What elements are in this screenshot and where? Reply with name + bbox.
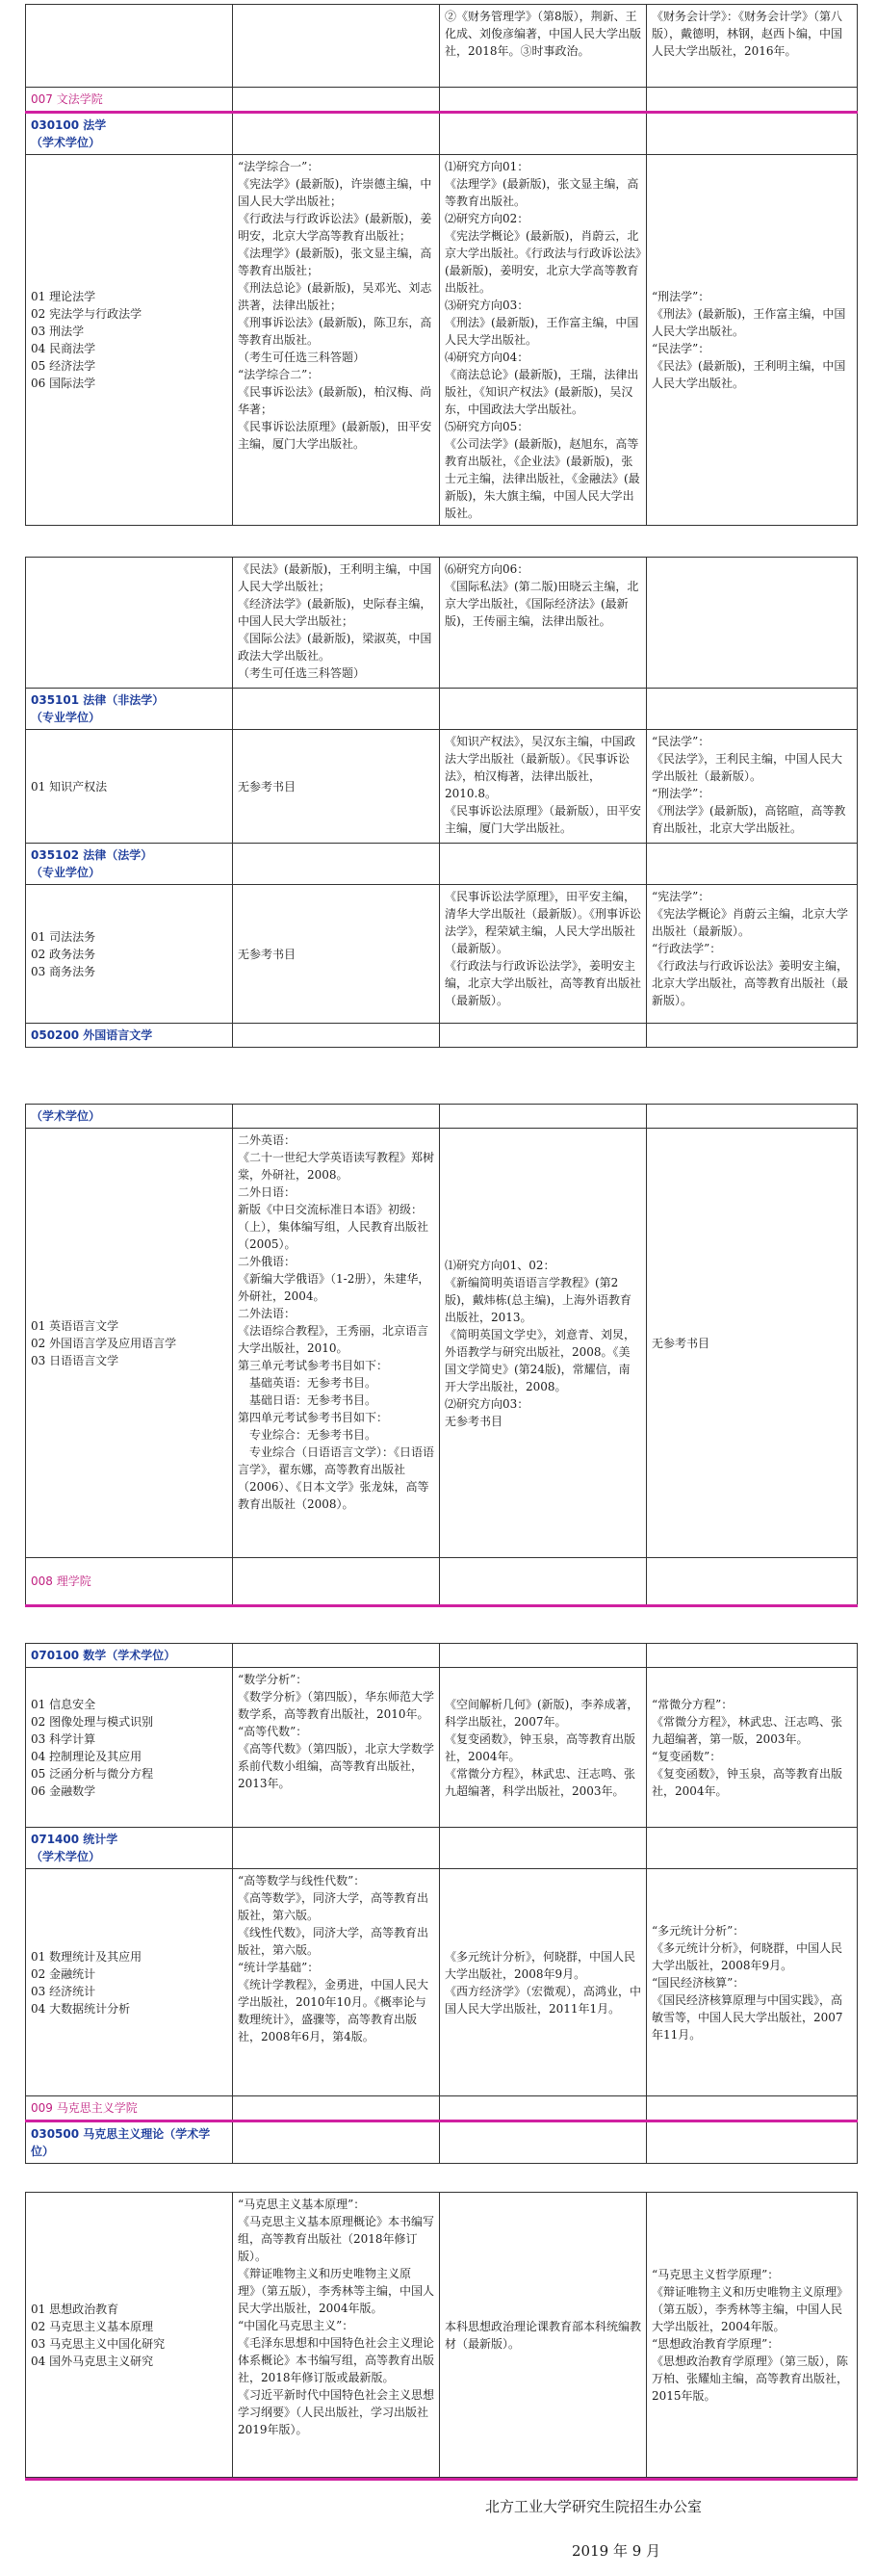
exam-books-cell: 《民法》(最新版)，王利明主编，中国人民大学出版社； 《经济法学》(最新版)，史际春主编，中国人民大学出版社； 《国际公法》(最新版)，梁淑英，中国政法大学出版社。 （考生可任选三科答题） [233,558,440,689]
directions-cell: 01 司法法务 02 政务法务 03 商务法务 [26,885,233,1024]
major-name: （学术学位） [26,1105,233,1129]
table-row [26,730,858,844]
major-row [26,2121,858,2164]
exam-books-cell: “高等数学与线性代数”： 《高等数学》，同济大学，高等教育出版社，第六版。 《线性代数》，同济大学，高等教育出版社，第六版。 “统计学基础”： 《统计学教程》，金勇进，中国人民大学出版社，2010年10月。《概率论与数理统计》，盛骤等，高等教育出版社，2008年6月，第4版。 [233,1869,440,2096]
major-name: 071400 统计学 （学术学位） [26,1828,233,1869]
catalog-table-1 [25,4,858,526]
major-name: 070100 数学（学术学位） [26,1644,233,1668]
directions-cell: 01 数理统计及其应用 02 金融统计 03 经济统计 04 大数据统计分析 [26,1869,233,2096]
issuing-office: 北方工业大学研究生院招生办公室 [485,2498,703,2515]
exam-books-cell: “法学综合一”： 《宪法学》(最新版)，许崇德主编，中国人民大学出版社； 《行政法与行政诉讼法》(最新版)，姜明安，北京大学高等教育出版社； 《法理学》(最新版)，张文显主编，高等教育出版社； 《刑法总论》(最新版)，吴邓光、刘志洪著，法律出版社； 《刑事诉讼法》(最新版)，陈卫东，高等教育出版社。 （考生可任选三科答题） “法学综合二”： 《民事诉讼法》(最新版)，柏汉梅、尚华著； 《民事诉讼法原理》(最新版)，田平安主编，厦门大学出版社。 [233,155,440,526]
catalog-table-2 [25,557,858,1048]
equal-books-cell: “宪法学”： 《宪法学概论》肖蔚云主编，北京大学出版社（最新版）。 “行政法学”： 《行政法与行政诉讼法》姜明安主编，北京大学出版社，高等教育出版社（最新版）。 [647,885,858,1024]
retest-books-cell: 《民事诉讼法学原理》，田平安主编，清华大学出版社（最新版）。《刑事诉讼法学》，程荣斌主编，人民大学出版社（最新版）。 《行政法与行政诉讼法学》，姜明安主编，北京大学出版社，高等教育出版社（最新版）。 [440,885,647,1024]
table-row [26,1668,858,1828]
cell [233,5,440,88]
table-row [26,1869,858,2096]
major-row [26,689,858,730]
issue-date: 2019 年 9 月 [572,2542,661,2560]
major-name: 035102 法律（法学） （专业学位） [26,844,233,885]
exam-books-cell: 二外英语： 《二十一世纪大学英语读写教程》郑树棠，外研社，2008。 二外日语： 新版《中日交流标准日本语》初级：（上），集体编写组，人民教育出版社（2005）。 二外俄语： 《新编大学俄语》（1-2册），朱建华，外研社，2004。 二外法语： 《法语综合教程》，王秀丽，北京语言大学出版社，2010。 第三单元考试参考书目如下： 基础英语：无参考书目。 基础日语：无参考书目。 第四单元考试参考书目如下： 专业综合：无参考书目。 专业综合（日语语言文学）：《日语语言学》，翟东娜，高等教育出版社（2006）、《日本文学》张龙妹，高等教育出版社（2008）。 [233,1129,440,1558]
table-row [26,5,858,88]
equal-books-cell: “民法学”： 《民法学》，王利民主编，中国人民大学出版社（最新版）。 “刑法学”： 《刑法学》(最新版)，高铭暄，高等教育出版社，北京大学出版社。 [647,730,858,844]
college-name: 009 马克思主义学院 [26,2096,233,2121]
major-name: 030500 马克思主义理论（学术学位） [26,2121,233,2164]
college-name: 007 文法学院 [26,88,233,113]
major-name: 035101 法律（非法学） （专业学位） [26,689,233,730]
equal-books-cell: 《财务会计学》：《财务会计学》（第八版），戴德明，林钢，赵西卜编，中国人民大学出版社，2016年。 [647,5,858,88]
exam-books-cell: “马克思主义基本原理”： 《马克思主义基本原理概论》本书编写组，高等教育出版社（2018年修订版）。 《辩证唯物主义和历史唯物主义原理》（第五版），李秀林等主编，中国人民大学出版社，2004年版。 “中国化马克思主义”： 《毛泽东思想和中国特色社会主义理论体系概论》本书编写组，高等教育出版社，2018年修订版或最新版。 《习近平新时代中国特色社会主义思想学习纲要》（人民出版社，学习出版社2019年版）。 [233,2193,440,2478]
catalog-table-3 [25,1104,858,1607]
catalog-table-5 [25,2192,858,2481]
table-row [26,155,858,526]
table-row [26,2193,858,2478]
major-row [26,1644,858,1668]
closing-rule-row [26,2478,858,2480]
exam-books-cell: 无参考书目 [233,730,440,844]
directions-cell: 01 思想政治教育 02 马克思主义基本原理 03 马克思主义中国化研究 04 国外马克思主义研究 [26,2193,233,2478]
equal-books-cell: “多元统计分析”： 《多元统计分析》，何晓群，中国人民大学出版社，2008年9月。 “国民经济核算”： 《国民经济核算原理与中国实践》，高敏雪等，中国人民大学出版社，2007年11月。 [647,1869,858,2096]
exam-books-cell: “数学分析”： 《数学分析》（第四版），华东师范大学数学系，高等教育出版社，2010年。 “高等代数”： 《高等代数》（第四版），北京大学数学系前代数小组编，高等教育出版社，2013年。 [233,1668,440,1828]
major-row [26,1024,858,1048]
major-row [26,1105,858,1129]
equal-books-cell: “刑法学”： 《刑法》(最新版)，王作富主编，中国人民大学出版社。 “民法学”： 《民法》(最新版)，王利明主编，中国人民大学出版社。 [647,155,858,526]
exam-books-cell: 无参考书目 [233,885,440,1024]
college-row [26,2096,858,2121]
directions-cell: 01 理论法学 02 宪法学与行政法学 03 刑法学 04 民商法学 05 经济法学 06 国际法学 [26,155,233,526]
major-row [26,1828,858,1869]
table-row [26,558,858,689]
college-name: 008 理学院 [26,1558,233,1606]
table-row [26,1129,858,1558]
college-row [26,88,858,113]
directions-cell: 01 信息安全 02 图像处理与模式识别 03 科学计算 04 控制理论及其应用 05 泛函分析与微分方程 06 金融数学 [26,1668,233,1828]
retest-books-cell: ②《财务管理学》（第8版），荆新、王化成、刘俊彦编著，中国人民大学出版社，2018年。③时事政治。 [440,5,647,88]
major-name: 050200 外国语言文学 [26,1024,233,1048]
directions-cell: 01 知识产权法 [26,730,233,844]
major-name: 030100 法学 （学术学位） [26,113,233,155]
retest-books-cell: 《多元统计分析》，何晓群，中国人民大学出版社，2008年9月。 《西方经济学》（宏微观），高鸿业，中国人民大学出版社，2011年1月。 [440,1869,647,2096]
major-row [26,113,858,155]
cell [26,5,233,88]
retest-books-cell: ⑴研究方向01： 《法理学》(最新版)，张文显主编，高等教育出版社。 ⑵研究方向02： 《宪法学概论》(最新版)，肖蔚云，北京大学出版社。《行政法与行政诉讼法》(最新版)，姜明安，北京大学高等教育出版社。 ⑶研究方向03： 《刑法》(最新版)，王作富主编，中国人民大学出版社。 ⑷研究方向04： 《商法总论》(最新版)，王瑞，法律出版社，《知识产权法》(最新版)，吴汉东，中国政法大学出版社。 ⑸研究方向05： 《公司法学》(最新版)，赵旭东，高等教育出版社，《企业法》(最新版)，张士元主编，法律出版社，《金融法》(最新版)，朱大旗主编，中国人民大学出版社。 [440,155,647,526]
retest-books-cell: ⑹研究方向06： 《国际私法》(第二版)田晓云主编，北京大学出版社，《国际经济法》(最新版)，王传丽主编，法律出版社。 [440,558,647,689]
retest-books-cell: 《空间解析几何》(新版)，李养成著，科学出版社，2007年。 《复变函数》，钟玉泉，高等教育出版社，2004年。 《常微分方程》，林武忠、汪志鸣、张九超编著，科学出版社，2003年。 [440,1668,647,1828]
equal-books-cell: “常微分方程”： 《常微分方程》，林武忠、汪志鸣、张九超编著，第一版，2003年。 “复变函数”： 《复变函数》，钟玉泉，高等教育出版社，2004年。 [647,1668,858,1828]
college-row [26,1558,858,1606]
equal-books-cell: “马克思主义哲学原理”： 《辩证唯物主义和历史唯物主义原理》（第五版），李秀林等主编，中国人民大学出版社，2004年版。 “思想政治教育学原理”： 《思想政治教育学原理》（第三版），陈万柏、张耀灿主编，高等教育出版社，2015年版。 [647,2193,858,2478]
retest-books-cell: ⑴研究方向01、02： 《新编简明英语语言学教程》(第2版)，戴炜栋(总主编)，上海外语教育出版社，2013。 《简明英国文学史》，刘意青、刘炅，外语教学与研究出版社，2008。《美国文学简史》(第24版)，常耀信，南开大学出版社，2008。 ⑵研究方向03： 无参考书目 [440,1129,647,1558]
catalog-table-4 [25,1643,858,2164]
directions-cell: 01 英语语言文学 02 外国语言学及应用语言学 03 日语语言文学 [26,1129,233,1558]
equal-books-cell: 无参考书目 [647,1129,858,1558]
table-row [26,885,858,1024]
retest-books-cell: 本科思想政治理论课教育部本科统编教材（最新版）。 [440,2193,647,2478]
major-row [26,844,858,885]
retest-books-cell: 《知识产权法》，吴汉东主编，中国政法大学出版社（最新版）。《民事诉讼法》，柏汉梅著，法律出版社，2010.8。 《民事诉讼法原理》（最新版），田平安主编，厦门大学出版社。 [440,730,647,844]
